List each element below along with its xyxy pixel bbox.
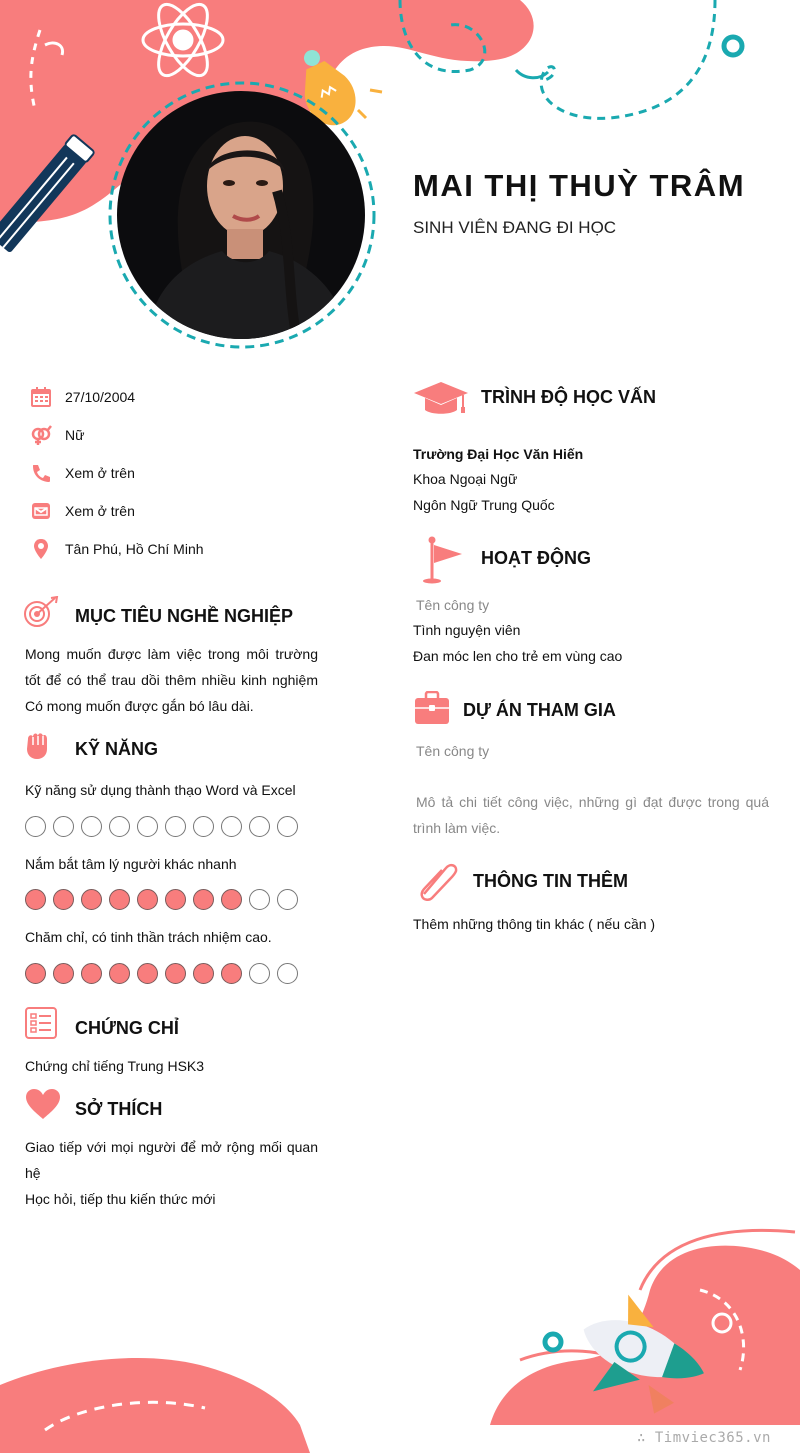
target-icon	[23, 596, 59, 628]
paperclip-icon	[416, 860, 460, 902]
activities-description: Đan móc len cho trẻ em vùng cao	[413, 648, 623, 664]
avatar	[117, 91, 365, 339]
projects-company: Tên công ty	[416, 743, 490, 759]
contact-text: 27/10/2004	[65, 389, 136, 405]
rating-dot	[249, 816, 270, 837]
rating-dot	[249, 889, 270, 910]
contact-phone	[30, 462, 135, 484]
activities-title: HOẠT ĐỘNG	[481, 548, 591, 568]
flag-icon	[420, 536, 464, 584]
email-icon	[30, 500, 52, 522]
objective-line: Có mong muốn được gắn bó lâu dài.	[25, 698, 254, 714]
projects-description-line: trình làm việc.	[413, 820, 501, 836]
additional-title: THÔNG TIN THÊM	[473, 871, 628, 891]
rating-dot	[81, 816, 102, 837]
projects-description	[413, 789, 769, 841]
skill-name: Nắm bắt tâm lý người khác nhanh	[25, 856, 237, 872]
rating-dot	[193, 889, 214, 910]
profile-photo	[117, 91, 365, 339]
contact-birthdate	[30, 386, 136, 408]
calendar-icon	[30, 386, 52, 408]
skills-title: KỸ NĂNG	[75, 739, 159, 759]
rating-dot	[165, 963, 186, 984]
rating-dot	[25, 816, 46, 837]
projects-description-line: Mô tả chi tiết công việc, những gì đạt được trong quá	[416, 794, 769, 810]
location-icon	[30, 538, 52, 560]
contact-gender	[30, 424, 85, 446]
skill-name: Chăm chỉ, có tinh thần trách nhiệm cao.	[25, 929, 272, 945]
rating-dot	[277, 889, 298, 910]
education-faculty: Khoa Ngoại Ngữ	[413, 471, 518, 487]
rating-dot	[81, 889, 102, 910]
watermark: ∴ Timviec365.vn	[637, 1430, 771, 1446]
rating-dot	[277, 963, 298, 984]
fist-icon	[24, 729, 48, 761]
rating-dot	[193, 963, 214, 984]
hobbies-line: hệ	[25, 1165, 41, 1181]
candidate-name: MAI THỊ THUỲ TRÂM	[413, 168, 746, 203]
contact-text: Xem ở trên	[65, 465, 135, 481]
contact-text: Nữ	[65, 427, 85, 443]
gender-icon	[30, 424, 52, 446]
briefcase-icon	[414, 691, 450, 725]
phone-icon	[30, 462, 52, 484]
teal-ring	[724, 37, 742, 55]
additional-text: Thêm những thông tin khác ( nếu cần )	[413, 916, 656, 932]
rating-dot	[53, 889, 74, 910]
rating-dot	[109, 963, 130, 984]
rating-dot	[53, 816, 74, 837]
heart-icon	[25, 1088, 61, 1120]
rating-dot	[249, 963, 270, 984]
activities-company: Tên công ty	[416, 597, 490, 613]
contact-location	[30, 538, 204, 560]
objective-body	[25, 641, 318, 719]
rating-dot	[277, 816, 298, 837]
certificates-title: CHỨNG CHỈ	[75, 1018, 179, 1038]
rating-dot	[137, 816, 158, 837]
education-school: Trường Đại Học Văn Hiến	[413, 446, 584, 462]
objective-title: MỤC TIÊU NGHỀ NGHIỆP	[75, 606, 294, 626]
graduation-cap-icon	[413, 380, 469, 416]
activities-role: Tình nguyện viên	[413, 622, 521, 638]
contact-text: Xem ở trên	[65, 503, 135, 519]
skill-rating	[25, 816, 298, 837]
rating-dot	[165, 816, 186, 837]
skill-rating	[25, 963, 298, 984]
candidate-subtitle: SINH VIÊN ĐANG ĐI HỌC	[413, 218, 617, 237]
objective-line: Mong muốn được làm việc trong môi trường	[25, 646, 318, 662]
rating-dot	[25, 889, 46, 910]
certificates-text: Chứng chỉ tiếng Trung HSK3	[25, 1058, 205, 1074]
contact-text: Tân Phú, Hồ Chí Minh	[65, 541, 204, 557]
contact-email	[30, 500, 135, 522]
hobbies-line: Giao tiếp với mọi người để mở rộng mối quan	[25, 1139, 318, 1155]
rating-dot	[221, 816, 242, 837]
rating-dot	[109, 889, 130, 910]
objective-line: tốt để có thể trau dồi thêm nhiều kinh nghiệm	[25, 672, 318, 688]
bottom-left-blob	[0, 1358, 310, 1453]
education-major: Ngôn Ngữ Trung Quốc	[413, 497, 555, 513]
rating-dot	[25, 963, 46, 984]
teal-ring-bottom	[545, 1334, 561, 1350]
skill-name: Kỹ năng sử dụng thành thạo Word và Excel	[25, 782, 296, 798]
hobbies-body	[25, 1134, 318, 1212]
rating-dot	[221, 963, 242, 984]
rating-dot	[109, 816, 130, 837]
projects-title: DỰ ÁN THAM GIA	[463, 700, 616, 720]
rating-dot	[193, 816, 214, 837]
hobbies-line: Học hỏi, tiếp thu kiến thức mới	[25, 1191, 216, 1207]
hobbies-title: SỞ THÍCH	[75, 1099, 163, 1119]
rating-dot	[53, 963, 74, 984]
rating-dot	[137, 963, 158, 984]
rating-dot	[165, 889, 186, 910]
rating-dot	[221, 889, 242, 910]
checklist-icon	[25, 1007, 57, 1039]
education-title: TRÌNH ĐỘ HỌC VẤN	[481, 387, 656, 407]
rating-dot	[137, 889, 158, 910]
rating-dot	[81, 963, 102, 984]
skill-rating	[25, 889, 298, 910]
